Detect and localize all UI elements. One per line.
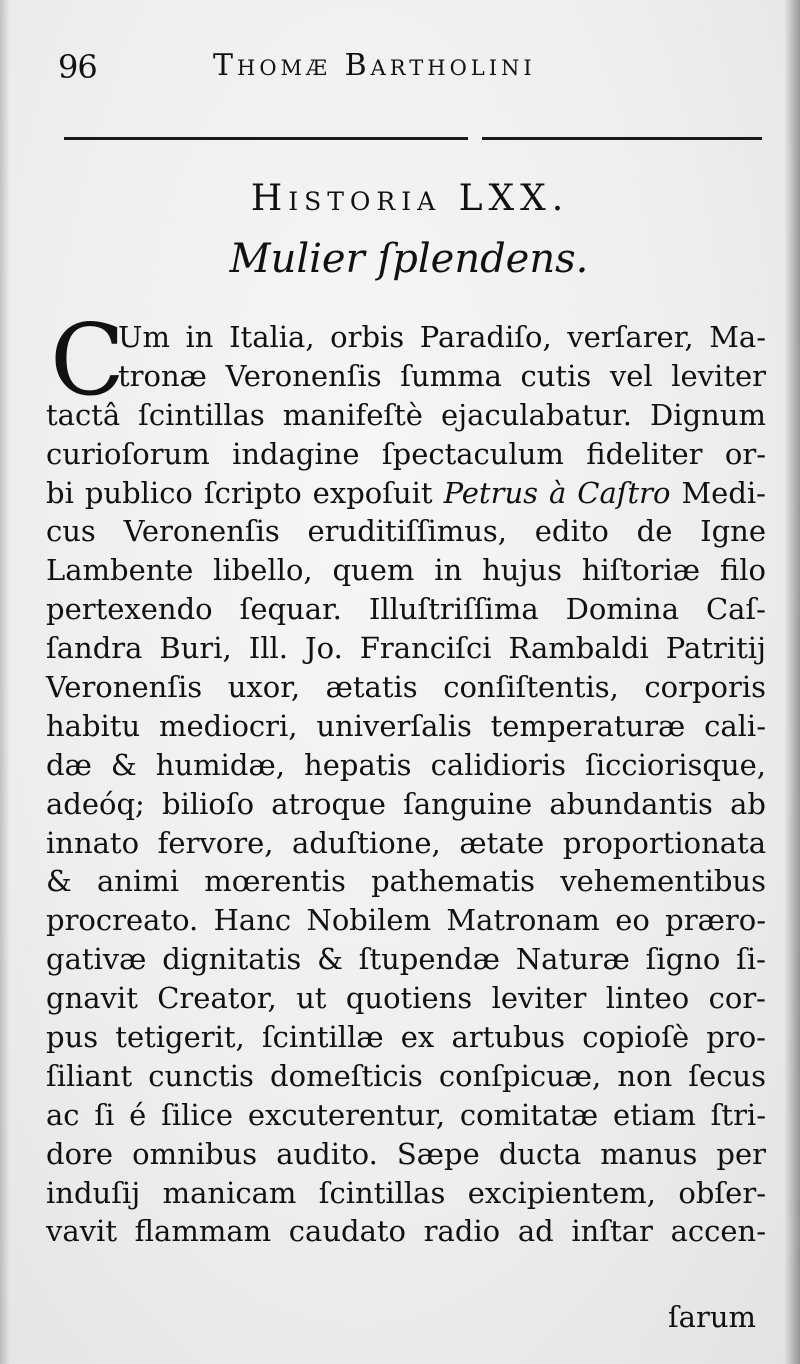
story-subtitle: Mulier ſplendens. [229,236,589,282]
catchword: ſarum [667,1300,756,1334]
text-line: curioſorum indagine ſpectaculum fideliter or- [46,436,766,471]
header-rule-left [64,137,468,140]
text-line: pus tetigerit, ſcintillæ ex artubus copioſè pro- [46,1020,766,1055]
text-line: vavit flammam caudato radio ad inſtar accen- [46,1214,766,1249]
page-number: 96 [58,48,97,86]
text-line: habitu mediocri, univerſalis temperaturæ cali- [46,708,766,743]
text-line: gativæ dignitatis & ſtupendæ Naturæ ſigno ſi- [46,942,766,977]
text-line: Veronenſis uxor, ætatis conſiſtentis, corporis [46,670,766,705]
running-title: Thomæ Bartholini [213,48,536,83]
text-line: dore omnibus audito. Sæpe ducta manus per [46,1136,766,1171]
text-line: gnavit Creator, ut quotiens leviter linteo cor- [46,981,766,1016]
text-line-content: Um in Italia, orbis Paradiſo, verſarer, Ma- [118,320,766,354]
text-line-content: Medi- [681,475,766,510]
text-line: induſij manicam ſcintillas excipientem, obſer- [46,1175,766,1210]
author-name: Petrus à Caſtro [443,475,671,510]
text-line: ſiliant cunctis domeſticis conſpicuæ, non ſecus [46,1058,766,1093]
text-line: tactâ ſcintillas manifeſtè ejaculabatur. Dignum [46,397,766,432]
text-line: ſandra Buri, Ill. Jo. Franciſci Rambaldi Patritij [46,631,766,666]
header-rule-right [482,137,762,140]
text-line: procreato. Hanc Nobilem Matronam eo prærο- [46,903,766,938]
story-title: Historia LXX. [250,178,570,219]
body-text [46,304,766,1251]
text-line: cus Veronenſis eruditiſſimus, edito de Igne [46,514,766,549]
drop-cap: C [50,304,125,418]
text-line: Lambente libello, quem in hujus hiſtoriæ filo [46,553,766,588]
text-line: tronæ Veronenſis ſumma cutis vel leviter [118,358,766,393]
text-line-content: bi publico ſcripto expoſuit [46,475,433,510]
text-line: pertexendo ſequar. Illuſtriſſima Domina Caſ- [46,592,766,627]
text-line [46,474,766,513]
text-line: ac ſi é ſilice excuterentur, comitatæ etiam ſtri- [46,1097,766,1132]
text-line: dæ & humidæ, hepatis calidioris ſicciorisque, [46,747,766,782]
text-line: & animi mœrentis pathematis vehementibus [46,864,766,899]
text-line: adeóq; bilioſo atroque ſanguine abundantis ab [46,786,766,821]
page-header [58,40,758,96]
text-line: innato fervore, aduſtione, ætate proportionata [46,825,766,860]
